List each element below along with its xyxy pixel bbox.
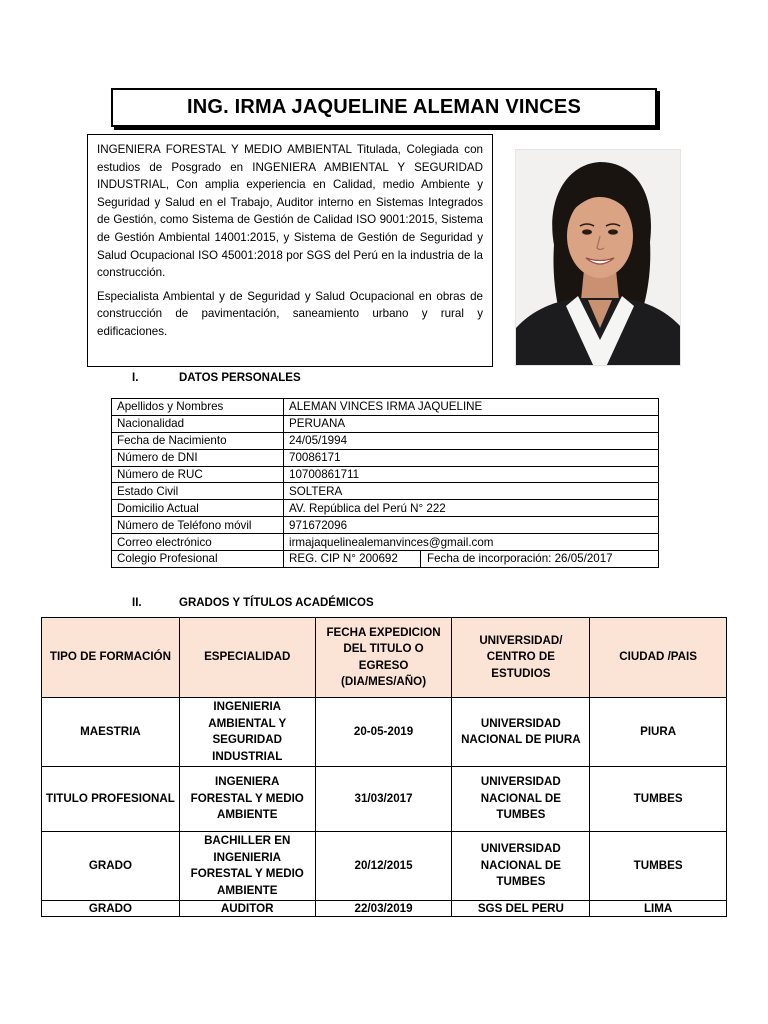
field-value: 971672096 — [284, 517, 659, 534]
table-cell: GRADO — [42, 832, 180, 901]
field-value: 24/05/1994 — [284, 432, 659, 449]
field-label: Número de RUC — [112, 466, 284, 483]
table-row — [112, 500, 659, 517]
column-header: CIUDAD /PAIS — [590, 618, 727, 698]
table-cell: UNIVERSIDAD NACIONAL DE PIURA — [452, 698, 590, 767]
table-cell: 31/03/2017 — [315, 767, 452, 832]
table-cell: TUMBES — [590, 832, 727, 901]
table-cell: SGS DEL PERU — [452, 901, 590, 917]
field-value: AV. República del Perú N° 222 — [284, 500, 659, 517]
table-cell: 20-05-2019 — [315, 698, 452, 767]
table-cell: BACHILLER EN INGENIERIA FORESTAL Y MEDIO AMBIENTE — [179, 832, 315, 901]
table-cell: 22/03/2019 — [315, 901, 452, 917]
portrait-illustration — [516, 150, 681, 366]
table-row — [42, 901, 727, 917]
table-row — [112, 466, 659, 483]
academic-grades-table — [41, 617, 727, 917]
table-cell: AUDITOR — [179, 901, 315, 917]
section-number: I. — [132, 372, 139, 384]
table-row — [112, 517, 659, 534]
profile-photo — [515, 149, 681, 366]
column-header: ESPECIALIDAD — [179, 618, 315, 698]
table-cell: INGENIERA FORESTAL Y MEDIO AMBIENTE — [179, 767, 315, 832]
field-label: Nacionalidad — [112, 415, 284, 432]
field-label: Apellidos y Nombres — [112, 399, 284, 416]
field-value: 70086171 — [284, 449, 659, 466]
column-header: TIPO DE FORMACIÓN — [42, 618, 180, 698]
table-cell: UNIVERSIDAD NACIONAL DE TUMBES — [452, 767, 590, 832]
column-header: UNIVERSIDAD/ CENTRO DE ESTUDIOS — [452, 618, 590, 698]
field-value: ALEMAN VINCES IRMA JAQUELINE — [284, 399, 659, 416]
table-cell: TITULO PROFESIONAL — [42, 767, 180, 832]
table-row — [112, 483, 659, 500]
table-cell: LIMA — [590, 901, 727, 917]
field-value: SOLTERA — [284, 483, 659, 500]
table-row — [112, 415, 659, 432]
field-value: PERUANA — [284, 415, 659, 432]
table-row — [42, 767, 727, 832]
field-label: Fecha de Nacimiento — [112, 432, 284, 449]
section-number: II. — [132, 597, 142, 609]
section-title: GRADOS Y TÍTULOS ACADÉMICOS — [179, 597, 374, 609]
table-cell: PIURA — [590, 698, 727, 767]
personal-data-table — [111, 398, 659, 568]
field-value — [284, 551, 659, 568]
document-title: ING. IRMA JAQUELINE ALEMAN VINCES — [111, 88, 657, 127]
table-cell: INGENIERIA AMBIENTAL Y SEGURIDAD INDUSTRIAL — [179, 698, 315, 767]
field-value: irmajaquelinealemanvinces@gmail.com — [284, 534, 659, 551]
profile-summary — [87, 134, 493, 367]
table-cell: TUMBES — [590, 767, 727, 832]
field-label: Estado Civil — [112, 483, 284, 500]
table-cell: GRADO — [42, 901, 180, 917]
table-row — [42, 698, 727, 767]
table-row — [112, 399, 659, 416]
field-label: Domicilio Actual — [112, 500, 284, 517]
column-header: FECHA EXPEDICION DEL TITULO O EGRESO (DIA/MES/AÑO) — [315, 618, 452, 698]
section-title: DATOS PERSONALES — [179, 372, 301, 384]
table-row — [112, 449, 659, 466]
cip-registration: REG. CIP N° 200692 — [289, 551, 421, 567]
table-row — [42, 832, 727, 901]
table-cell: UNIVERSIDAD NACIONAL DE TUMBES — [452, 832, 590, 901]
profile-paragraph-1: INGENIERA FORESTAL Y MEDIO AMBIENTAL Titulada, Colegiada con estudios de Posgrado en INGENIERA AMBIENTAL Y SEGURIDAD INDUSTRIAL, Con amplia experiencia en Calidad, medio Ambiente y Seguridad y Salud en el Trabajo, Auditor interno en Sistemas Integrados de Gestión, como Sistema de Gestión de Calidad ISO 9001:2015, Sistema de Gestión Ambiental 14001:2015, y Sistema de Gestión de Seguridad y Salud Ocupacional ISO 45001:2018 por SGS del Perú en la industria de la construcción. — [97, 143, 483, 280]
field-label: Número de DNI — [112, 449, 284, 466]
field-value: 10700861711 — [284, 466, 659, 483]
table-cell: 20/12/2015 — [315, 832, 452, 901]
field-label: Número de Teléfono móvil — [112, 517, 284, 534]
profile-paragraph-2: Especialista Ambiental y de Seguridad y Salud Ocupacional en obras de construcción de pavimentación, saneamiento urbano y rural y edificaciones. — [97, 289, 483, 338]
table-cell: MAESTRIA — [42, 698, 180, 767]
field-label: Colegio Profesional — [112, 551, 284, 568]
table-row — [112, 551, 659, 568]
table-row — [112, 534, 659, 551]
table-row — [112, 432, 659, 449]
incorporation-date: Fecha de incorporación: 26/05/2017 — [427, 552, 613, 566]
field-label: Correo electrónico — [112, 534, 284, 551]
